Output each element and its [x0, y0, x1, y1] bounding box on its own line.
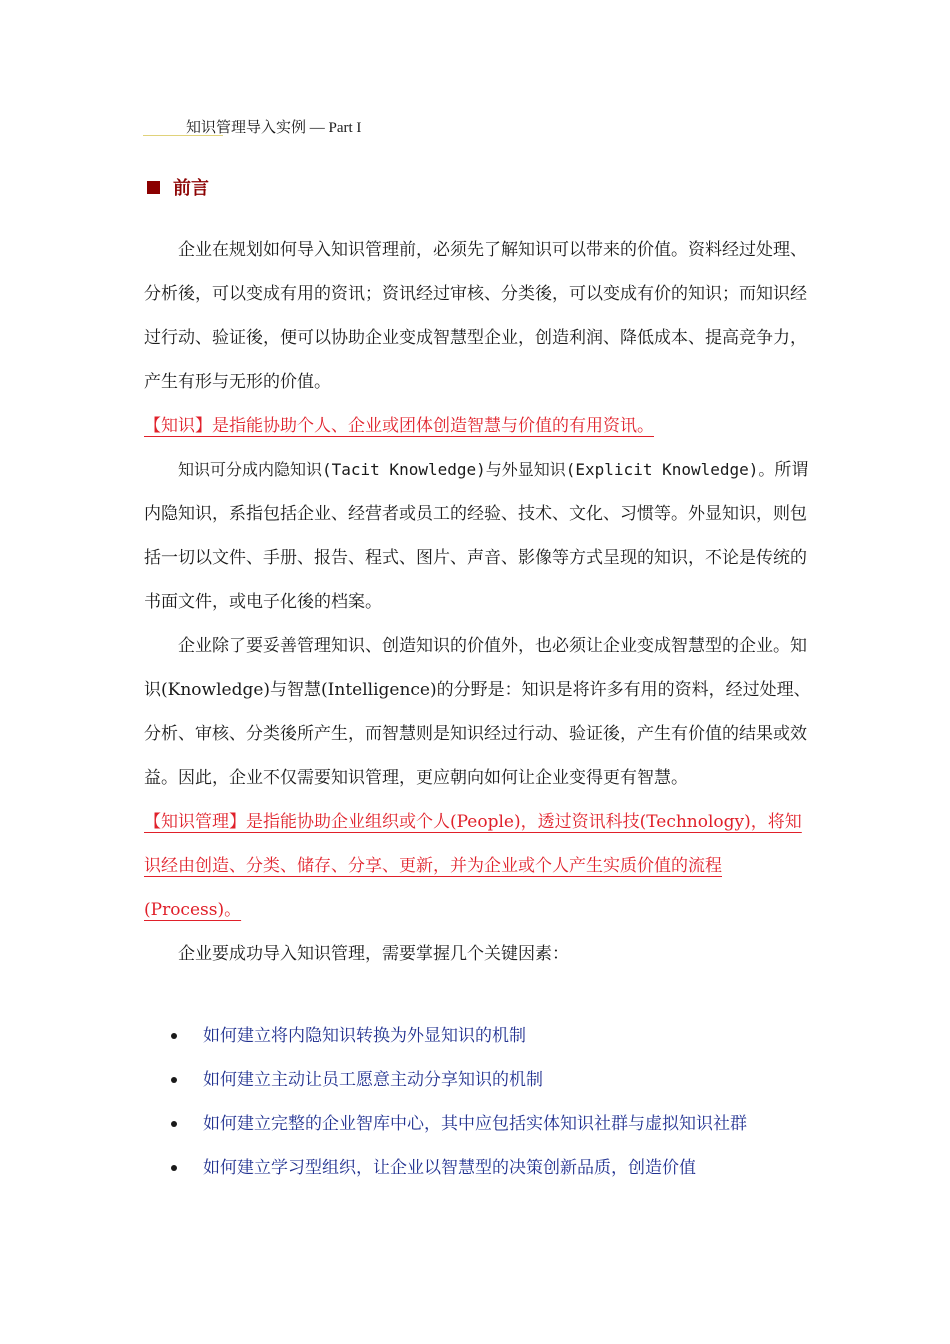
paragraph-value: 企业在规划如何导入知识管理前，必须先了解知识可以带来的价值。资料经过处理、分析後，可以变成有用的资讯；资讯经过审核、分类後，可以变成有价的知识；而知识经过行动、验证後，便可以协助企业变成智慧型企业，创造利润、降低成本、提高竞争力，产生有形与无形的价值。: [144, 240, 807, 392]
bullet-dot-icon: [171, 1077, 177, 1083]
list-item: [171, 1102, 811, 1146]
square-bullet-icon: [147, 181, 160, 194]
section-title: 前言: [173, 178, 209, 199]
list-item-text: 如何建立主动让员工愿意主动分享知识的机制: [203, 1070, 543, 1090]
page-header: [143, 114, 383, 138]
list-item-text: 如何建立学习型组织，让企业以智慧型的决策创新品质，创造价值: [203, 1158, 696, 1178]
paragraph-intelligence: 企业除了要妥善管理知识、创造知识的价值外，也必须让企业变成智慧型的企业。知识(Knowledge)与智慧(Intelligence)的分野是：知识是将许多有用的资料，经过处理、分析、审核、分类後所产生，而智慧则是知识经过行动、验证後，产生有价值的结果或效益。因此，企业不仅需要知识管理，更应朝向如何让企业变得更有智慧。: [144, 636, 811, 788]
section-heading: [147, 174, 209, 200]
paragraph-key-factors: 企业要成功导入知识管理，需要掌握几个关键因素：: [178, 944, 569, 964]
list-item: [171, 1058, 811, 1102]
list-item-text: 如何建立完整的企业智库中心，其中应包括实体知识社群与虚拟知识社群: [203, 1114, 747, 1134]
definition-knowledge-management: 【知识管理】是指能协助企业组织或个人(People)，透过资讯科技(Technology)，将知识经由创造、分类、储存、分享、更新，并为企业或个人产生实质价值的流程(Process)。: [144, 812, 802, 920]
paragraph-tacit-explicit-lead: 知识可分成内隐知识(Tacit Knowledge)与外显知识(Explicit Knowledge)。: [178, 460, 775, 479]
paragraph-tacit-explicit-body: 所谓内隐知识，系指包括企业、经营者或员工的经验、技术、文化、习惯等。外显知识，则包括一切以文件、手册、报告、程式、图片、声音、影像等方式呈现的知识，不论是传统的书面文件，或电子化後的档案。: [144, 460, 809, 612]
key-factors-list: [171, 1014, 811, 1190]
bullet-dot-icon: [171, 1121, 177, 1127]
definition-knowledge: 【知识】是指能协助个人、企业或团体创造智慧与价值的有用资讯。: [144, 416, 654, 436]
paragraph-tacit-explicit: [144, 448, 812, 624]
bullet-dot-icon: [171, 1165, 177, 1171]
list-item: [171, 1014, 811, 1058]
body-text: [144, 228, 812, 976]
list-item: [171, 1146, 811, 1190]
list-item-text: 如何建立将内隐知识转换为外显知识的机制: [203, 1026, 526, 1046]
bullet-dot-icon: [171, 1033, 177, 1039]
header-title: 知识管理导入实例 — Part I: [186, 120, 362, 136]
